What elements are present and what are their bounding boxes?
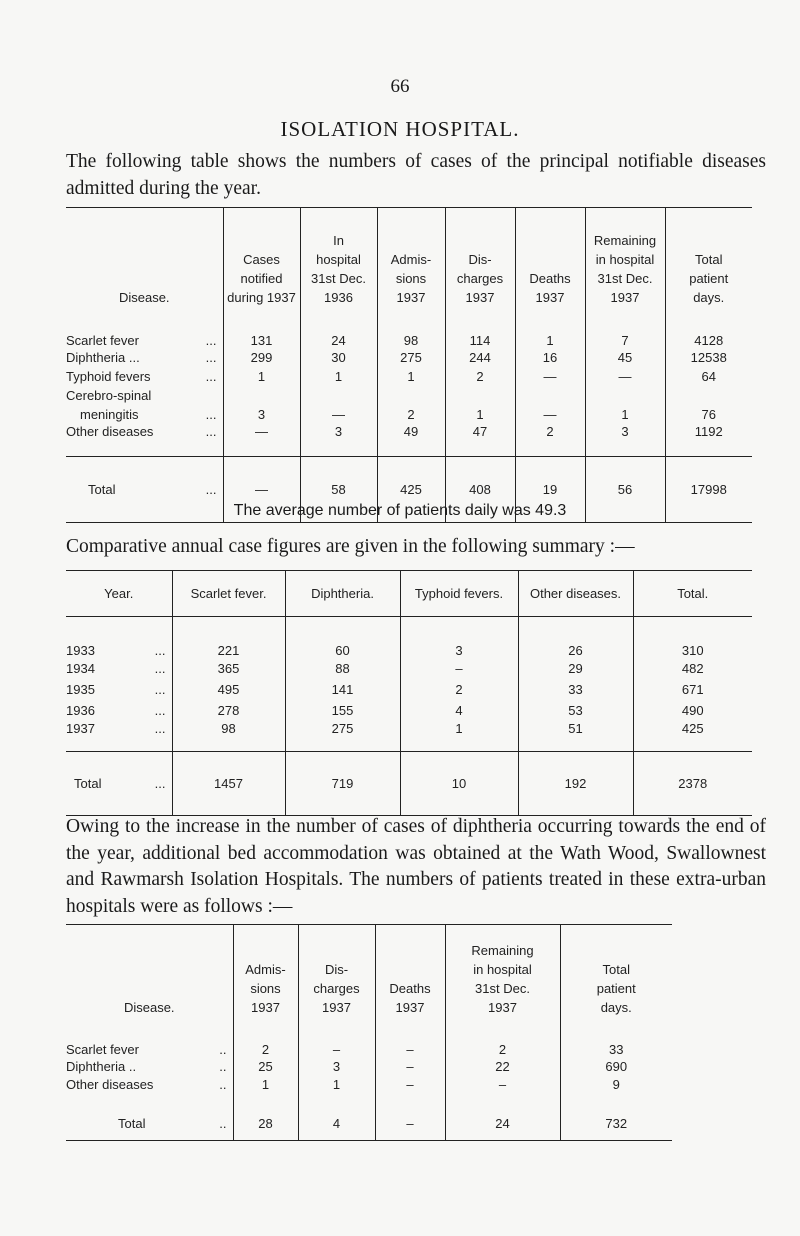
table-cell: —	[585, 367, 665, 386]
intro-paragraph: The following table shows the numbers of cases of the principal notifiable diseases admitted during the year.	[66, 151, 766, 199]
table-cell: 1	[377, 367, 445, 386]
total-cell: 719	[285, 752, 400, 816]
header-patient-days: Total patient days.	[560, 925, 672, 1029]
table-cell: 51	[518, 721, 633, 752]
header-disease: Disease.	[66, 208, 223, 319]
row-label: Scarlet fever ...	[66, 332, 217, 348]
header-admissions: Admis- sions 1937	[233, 925, 298, 1029]
table-cell	[445, 386, 515, 405]
header-admissions: Admis- sions 1937	[377, 208, 445, 319]
extra-urban-paragraph: Owing to the increase in the number of cases of diphtheria occurring towards the end of the year, additional bed accommodation was obtained at the Wath Wood, Swallownest and Rawmarsh Isolation Hospitals. The numbers of patients treated in these extra-urban hospitals were as follows :—	[66, 816, 766, 917]
table-cell: –	[298, 1029, 375, 1057]
table-cell: 2	[377, 405, 445, 424]
table-cell: –	[375, 1029, 445, 1057]
table-cell: 7	[585, 319, 665, 348]
comparative-table	[66, 570, 752, 816]
table-cell: 2	[233, 1029, 298, 1057]
table-cell: 1	[400, 721, 518, 752]
total-cell: 58	[300, 457, 377, 523]
table-cell: 1	[223, 367, 300, 386]
total-cell: 408	[445, 457, 515, 523]
table-cell: 4128	[665, 319, 752, 348]
table-cell: 1	[515, 319, 585, 348]
table-cell: 482	[633, 658, 752, 679]
header-remaining: Remaining in hospital 31st Dec. 1937	[585, 208, 665, 319]
table-cell: 490	[633, 700, 752, 721]
total-row-label: Total ...	[66, 457, 223, 523]
header-deaths: Deaths 1937	[515, 208, 585, 319]
table-cell: 3	[400, 629, 518, 658]
table-cell: 155	[285, 700, 400, 721]
row-label: 1934 ...	[66, 660, 166, 676]
table-row	[66, 405, 752, 424]
header-disease: Disease.	[66, 925, 233, 1029]
total-cell: 1457	[172, 752, 285, 816]
row-label: 1936 ...	[66, 702, 166, 718]
table-row	[66, 679, 752, 700]
table-cell: 3	[223, 405, 300, 424]
table-cell: 1192	[665, 424, 752, 457]
header-discharges: Dis- charges 1937	[298, 925, 375, 1029]
header-remaining: Remaining in hospital 31st Dec. 1937	[445, 925, 560, 1029]
table-cell: 76	[665, 405, 752, 424]
header-scarlet-fever: Scarlet fever.	[172, 571, 285, 617]
header-patient-days: Total patient days.	[665, 208, 752, 319]
table-cell: 244	[445, 348, 515, 367]
table-cell: 22	[445, 1057, 560, 1077]
row-label: 1937 ...	[66, 720, 166, 736]
table-cell: 60	[285, 629, 400, 658]
table-cell: —	[300, 405, 377, 424]
extra-urban-table	[66, 924, 672, 1141]
table-cell: 3	[300, 424, 377, 457]
table-row	[66, 629, 752, 658]
table-cell: —	[223, 424, 300, 457]
table-cell: 275	[377, 348, 445, 367]
table-cell: 16	[515, 348, 585, 367]
table-cell: –	[375, 1057, 445, 1077]
table-cell: 141	[285, 679, 400, 700]
table-cell	[515, 386, 585, 405]
table-cell: 310	[633, 629, 752, 658]
row-label: meningitis ...	[80, 406, 217, 422]
table-cell: 2	[445, 367, 515, 386]
table-cell	[585, 386, 665, 405]
table-cell: 53	[518, 700, 633, 721]
table-cell: 365	[172, 658, 285, 679]
table-row	[66, 1057, 672, 1077]
total-cell: 4	[298, 1107, 375, 1141]
table-cell: 45	[585, 348, 665, 367]
table-cell: 1	[300, 367, 377, 386]
table-cell: 9	[560, 1077, 672, 1107]
table-cell: 690	[560, 1057, 672, 1077]
row-label: Cerebro-spinal	[66, 387, 152, 403]
table-cell: 278	[172, 700, 285, 721]
table-cell: 98	[377, 319, 445, 348]
table-cell	[377, 386, 445, 405]
total-cell: 28	[233, 1107, 298, 1141]
table-cell: 29	[518, 658, 633, 679]
row-label: Other diseases ...	[66, 423, 217, 439]
table-cell: 275	[285, 721, 400, 752]
total-row-label: Total ..	[66, 1107, 233, 1141]
table-row	[66, 658, 752, 679]
table-cell: —	[515, 367, 585, 386]
header-discharges: Dis- charges 1937	[445, 208, 515, 319]
table-row	[66, 424, 752, 457]
table-cell	[223, 386, 300, 405]
table-cell: 49	[377, 424, 445, 457]
table-cell: 221	[172, 629, 285, 658]
table-cell: 24	[300, 319, 377, 348]
table-cell: 3	[298, 1057, 375, 1077]
total-row-label: Total ...	[66, 752, 172, 816]
total-cell: 56	[585, 457, 665, 523]
page-number: 66	[390, 76, 410, 97]
table-row	[66, 1029, 672, 1057]
comparative-intro: Comparative annual case figures are given in the following summary :—	[66, 536, 635, 557]
average-note: The average number of patients daily was 49.3	[233, 502, 567, 519]
table-cell: 88	[285, 658, 400, 679]
table-cell: 299	[223, 348, 300, 367]
total-cell: 17998	[665, 457, 752, 523]
table-row	[66, 348, 752, 367]
table-cell: 671	[633, 679, 752, 700]
table-row	[66, 367, 752, 386]
row-label: 1933 ...	[66, 642, 166, 658]
table-row	[66, 700, 752, 721]
row-label: Diphtheria ... ...	[66, 349, 217, 365]
total-cell: 425	[377, 457, 445, 523]
row-label: Typhoid fevers ...	[66, 368, 217, 384]
table-cell: 1	[585, 405, 665, 424]
row-label: 1935 ...	[66, 681, 166, 697]
table-cell: 98	[172, 721, 285, 752]
total-cell: 24	[445, 1107, 560, 1141]
table-cell: 114	[445, 319, 515, 348]
total-cell: 2378	[633, 752, 752, 816]
table-cell: 2	[515, 424, 585, 457]
table-cell: 25	[233, 1057, 298, 1077]
table-cell: 495	[172, 679, 285, 700]
table-cell: 4	[400, 700, 518, 721]
table-cell: –	[375, 1077, 445, 1107]
header-diphtheria: Diphtheria.	[285, 571, 400, 617]
table-cell: –	[400, 658, 518, 679]
total-cell: –	[375, 1107, 445, 1141]
table-cell: 131	[223, 319, 300, 348]
total-cell: 19	[515, 457, 585, 523]
header-in-hospital-1936: In hospital 31st Dec. 1936	[300, 208, 377, 319]
header-typhoid: Typhoid fevers.	[400, 571, 518, 617]
row-label: Other diseases ..	[66, 1076, 227, 1092]
table-cell: 12538	[665, 348, 752, 367]
table-cell: 1	[233, 1077, 298, 1107]
row-label: Diphtheria .. ..	[66, 1059, 227, 1074]
table-row	[66, 1077, 672, 1107]
table-cell: 33	[518, 679, 633, 700]
header-other-diseases: Other diseases.	[518, 571, 633, 617]
table-row	[66, 386, 752, 405]
table-cell: 1	[445, 405, 515, 424]
header-total: Total.	[633, 571, 752, 617]
table-cell	[665, 386, 752, 405]
header-year: Year.	[66, 571, 172, 617]
table-cell: 2	[400, 679, 518, 700]
table-cell: 1	[298, 1077, 375, 1107]
total-cell: 192	[518, 752, 633, 816]
total-cell: 10	[400, 752, 518, 816]
table-cell: –	[445, 1077, 560, 1107]
table-row	[66, 721, 752, 752]
table-cell: —	[515, 405, 585, 424]
admissions-table	[66, 207, 752, 523]
table-cell: 425	[633, 721, 752, 752]
total-cell: —	[223, 457, 300, 523]
header-deaths: Deaths 1937	[375, 925, 445, 1029]
total-cell: 732	[560, 1107, 672, 1141]
header-cases-notified: Cases notified during 1937	[223, 208, 300, 319]
table-row	[66, 319, 752, 348]
table-cell: 64	[665, 367, 752, 386]
page-title: ISOLATION HOSPITAL.	[280, 117, 520, 141]
table-cell	[300, 386, 377, 405]
table-cell: 30	[300, 348, 377, 367]
table-cell: 3	[585, 424, 665, 457]
table-cell: 47	[445, 424, 515, 457]
table-cell: 2	[445, 1029, 560, 1057]
table-cell: 26	[518, 629, 633, 658]
table-cell: 33	[560, 1029, 672, 1057]
row-label: Scarlet fever ..	[66, 1041, 227, 1057]
